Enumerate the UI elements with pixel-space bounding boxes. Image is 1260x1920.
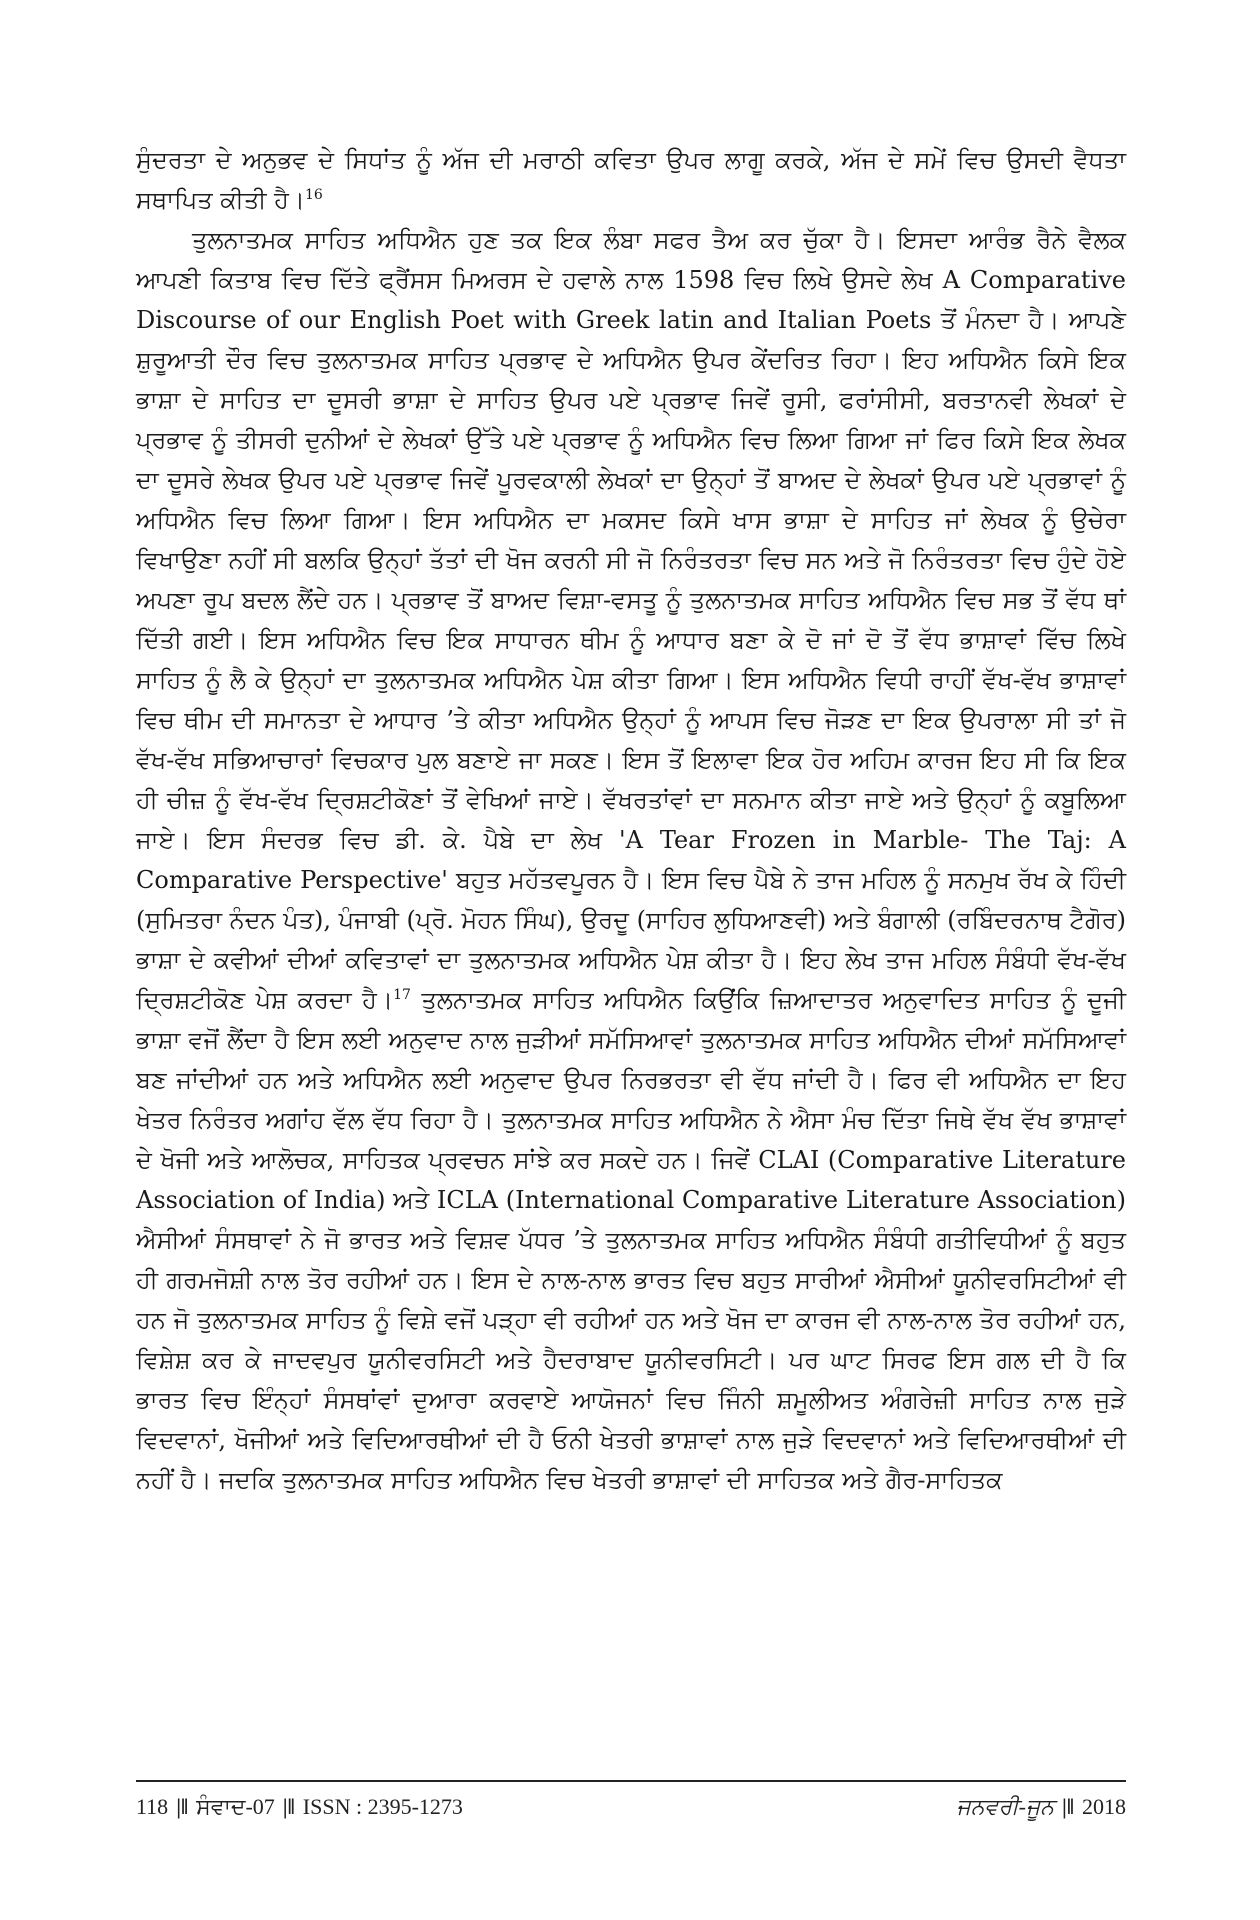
footnote-ref-17: 17 — [393, 987, 411, 1003]
page-body — [136, 140, 1126, 1500]
footer-right — [956, 1792, 1126, 1822]
issue-year: 2018 — [1082, 1794, 1126, 1819]
footer-separator: |‖ — [176, 1794, 189, 1819]
page-number: 118 — [136, 1794, 169, 1819]
footer-left — [136, 1792, 463, 1822]
footer-separator: |‖ — [1062, 1794, 1074, 1819]
page-footer — [136, 1792, 1126, 1822]
paragraph-text: ਤੁਲਨਾਤਮਕ ਸਾਹਿਤ ਅਧਿਐਨ ਹੁਣ ਤਕ ਇਕ ਲੰਬਾ ਸਫਰ ਤੈਅ ਕਰ ਚੁੱਕਾ ਹੈ। ਇਸਦਾ ਆਰੰਭ ਰੈਨੇ ਵੈਲਕ ਆਪਣੀ ਕਿਤਾਬ ਵਿਚ ਦਿੱਤੇ ਫ੍ਰੈਂਸਸ ਮਿਅਰਸ ਦੇ ਹਵਾਲੇ ਨਾਲ 1598 ਵਿਚ ਲਿਖੇ ਉਸਦੇ ਲੇਖ A Comparative Discourse of our English Poet with Greek latin and Italian Poets ਤੋਂ ਮੰਨਦਾ ਹੈ। ਆਪਣੇ ਸ਼ੁਰੂਆਤੀ ਦੌਰ ਵਿਚ ਤੁਲਨਾਤਮਕ ਸਾਹਿਤ ਪ੍ਰਭਾਵ ਦੇ ਅਧਿਐਨ ਉਪਰ ਕੇਂਦਰਿਤ ਰਿਹਾ। ਇਹ ਅਧਿਐਨ ਕਿਸੇ ਇਕ ਭਾਸ਼ਾ ਦੇ ਸਾਹਿਤ ਦਾ ਦੂਸਰੀ ਭਾਸ਼ਾ ਦੇ ਸਾਹਿਤ ਉਪਰ ਪਏ ਪ੍ਰਭਾਵ ਜਿਵੇਂ ਰੂਸੀ, ਫਰਾਂਸੀਸੀ, ਬਰਤਾਨਵੀ ਲੇਖਕਾਂ ਦੇ ਪ੍ਰਭਾਵ ਨੂੰ ਤੀਸਰੀ ਦੁਨੀਆਂ ਦੇ ਲੇਖਕਾਂ ਉੱਤੇ ਪਏ ਪ੍ਰਭਾਵ ਨੂੰ ਅਧਿਐਨ ਵਿਚ ਲਿਆ ਗਿਆ ਜਾਂ ਫਿਰ ਕਿਸੇ ਇਕ ਲੇਖਕ ਦਾ ਦੂਸਰੇ ਲੇਖਕ ਉਪਰ ਪਏ ਪ੍ਰਭਾਵ ਜਿਵੇਂ ਪੂਰਵਕਾਲੀ ਲੇਖਕਾਂ ਦਾ ਉਨ੍ਹਾਂ ਤੋਂ ਬਾਅਦ ਦੇ ਲੇਖਕਾਂ ਉਪਰ ਪਏ ਪ੍ਰਭਾਵਾਂ ਨੂੰ ਅਧਿਐਨ ਵਿਚ ਲਿਆ ਗਿਆ। ਇਸ ਅਧਿਐਨ ਦਾ ਮਕਸਦ ਕਿਸੇ ਖਾਸ ਭਾਸ਼ਾ ਦੇ ਸਾਹਿਤ ਜਾਂ ਲੇਖਕ ਨੂੰ ਉਚੇਰਾ ਵਿਖਾਉਣਾ ਨਹੀਂ ਸੀ ਬਲਕਿ ਉਨ੍ਹਾਂ ਤੱਤਾਂ ਦੀ ਖੋਜ ਕਰਨੀ ਸੀ ਜੋ ਨਿਰੰਤਰਤਾ ਵਿਚ ਸਨ ਅਤੇ ਜੋ ਨਿਰੰਤਰਤਾ ਵਿਚ ਹੁੰਦੇ ਹੋਏ ਅਪਣਾ ਰੂਪ ਬਦਲ ਲੈਂਦੇ ਹਨ। ਪ੍ਰਭਾਵ ਤੋਂ ਬਾਅਦ ਵਿਸ਼ਾ-ਵਸਤੂ ਨੂੰ ਤੁਲਨਾਤਮਕ ਸਾਹਿਤ ਅਧਿਐਨ ਵਿਚ ਸਭ ਤੋਂ ਵੱਧ ਥਾਂ ਦਿੱਤੀ ਗਈ। ਇਸ ਅਧਿਐਨ ਵਿਚ ਇਕ ਸਾਧਾਰਨ ਥੀਮ ਨੂੰ ਆਧਾਰ ਬਣਾ ਕੇ ਦੋ ਜਾਂ ਦੋ ਤੋਂ ਵੱਧ ਭਾਸ਼ਾਵਾਂ ਵਿੱਚ ਲਿਖੇ ਸਾਹਿਤ ਨੂੰ ਲੈ ਕੇ ਉਨ੍ਹਾਂ ਦਾ ਤੁਲਨਾਤਮਕ ਅਧਿਐਨ ਪੇਸ਼ ਕੀਤਾ ਗਿਆ। ਇਸ ਅਧਿਐਨ ਵਿਧੀ ਰਾਹੀਂ ਵੱਖ-ਵੱਖ ਭਾਸ਼ਾਵਾਂ ਵਿਚ ਥੀਮ ਦੀ ਸਮਾਨਤਾ ਦੇ ਆਧਾਰ ’ਤੇ ਕੀਤਾ ਅਧਿਐਨ ਉਨ੍ਹਾਂ ਨੂੰ ਆਪਸ ਵਿਚ ਜੋੜਣ ਦਾ ਇਕ ਉਪਰਾਲਾ ਸੀ ਤਾਂ ਜੋ ਵੱਖ-ਵੱਖ ਸਭਿਆਚਾਰਾਂ ਵਿਚਕਾਰ ਪੁਲ ਬਣਾਏ ਜਾ ਸਕਣ। ਇਸ ਤੋਂ ਇਲਾਵਾ ਇਕ ਹੋਰ ਅਹਿਮ ਕਾਰਜ ਇਹ ਸੀ ਕਿ ਇਕ ਹੀ ਚੀਜ਼ ਨੂੰ ਵੱਖ-ਵੱਖ ਦ੍ਰਿਸ਼ਟੀਕੋਣਾਂ ਤੋਂ ਵੇਖਿਆਂ ਜਾਏ। ਵੱਖਰਤਾਂਵਾਂ ਦਾ ਸਨਮਾਨ ਕੀਤਾ ਜਾਏ ਅਤੇ ਉਨ੍ਹਾਂ ਨੂੰ ਕਬੂਲਿਆ ਜਾਏ। ਇਸ ਸੰਦਰਭ ਵਿਚ ਡੀ. ਕੇ. ਪੈਬੇ ਦਾ ਲੇਖ 'A Tear Frozen in Marble- The Taj: A Comparative Perspective' ਬਹੁਤ ਮਹੱਤਵਪੂਰਨ ਹੈ। ਇਸ ਵਿਚ ਪੈਬੇ ਨੇ ਤਾਜ ਮਹਿਲ ਨੂੰ ਸਨਮੁਖ ਰੱਖ ਕੇ ਹਿੰਦੀ (ਸੁਮਿਤਰਾ ਨੰਦਨ ਪੰਤ), ਪੰਜਾਬੀ (ਪ੍ਰੋ. ਮੋਹਨ ਸਿੰਘ), ਉਰਦੂ (ਸਾਹਿਰ ਲੁਧਿਆਣਵੀ) ਅਤੇ ਬੰਗਾਲੀ (ਰਬਿੰਦਰਨਾਥ ਟੈਗੋਰ) ਭਾਸ਼ਾ ਦੇ ਕਵੀਆਂ ਦੀਆਂ ਕਵਿਤਾਵਾਂ ਦਾ ਤੁਲਨਾਤਮਕ ਅਧਿਐਨ ਪੇਸ਼ ਕੀਤਾ ਹੈ। ਇਹ ਲੇਖ ਤਾਜ ਮਹਿਲ ਸੰਬੰਧੀ ਵੱਖ-ਵੱਖ ਦ੍ਰਿਸ਼ਟੀਕੋਣ ਪੇਸ਼ ਕਰਦਾ ਹੈ। — [136, 226, 1127, 1014]
paragraph-text: ਸੁੰਦਰਤਾ ਦੇ ਅਨੁਭਵ ਦੇ ਸਿਧਾਂਤ ਨੂੰ ਅੱਜ ਦੀ ਮਰਾਠੀ ਕਵਿਤਾ ਉਪਰ ਲਾਗੂ ਕਰਕੇ, ਅੱਜ ਦੇ ਸਮੇਂ ਵਿਚ ਉਸਦੀ ਵੈਧਤਾ ਸਥਾਪਿਤ ਕੀਤੀ ਹੈ। — [136, 146, 1126, 214]
footer-rule — [136, 1780, 1126, 1782]
journal-name: ਸੰਵਾਦ-07 — [196, 1794, 275, 1819]
footer-separator: |‖ — [282, 1794, 295, 1819]
paragraph-text: ਤੁਲਨਾਤਮਕ ਸਾਹਿਤ ਅਧਿਐਨ ਕਿਉਂਕਿ ਜ਼ਿਆਦਾਤਰ ਅਨੁਵਾਦਿਤ ਸਾਹਿਤ ਨੂੰ ਦੂਜੀ ਭਾਸ਼ਾ ਵਜੋਂ ਲੈਂਦਾ ਹੈ ਇਸ ਲਈ ਅਨੁਵਾਦ ਨਾਲ ਜੁੜੀਆਂ ਸਮੱਸਿਆਵਾਂ ਤੁਲਨਾਤਮਕ ਸਾਹਿਤ ਅਧਿਐਨ ਦੀਆਂ ਸਮੱਸਿਆਵਾਂ ਬਣ ਜਾਂਦੀਆਂ ਹਨ ਅਤੇ ਅਧਿਐਨ ਲਈ ਅਨੁਵਾਦ ਉਪਰ ਨਿਰਭਰਤਾ ਵੀ ਵੱਧ ਜਾਂਦੀ ਹੈ। ਫਿਰ ਵੀ ਅਧਿਐਨ ਦਾ ਇਹ ਖੇਤਰ ਨਿਰੰਤਰ ਅਗਾਂਹ ਵੱਲ ਵੱਧ ਰਿਹਾ ਹੈ। ਤੁਲਨਾਤਮਕ ਸਾਹਿਤ ਅਧਿਐਨ ਨੇ ਐਸਾ ਮੰਚ ਦਿੱਤਾ ਜਿਥੇ ਵੱਖ ਵੱਖ ਭਾਸ਼ਾਵਾਂ ਦੇ ਖੋਜੀ ਅਤੇ ਆਲੋਚਕ, ਸਾਹਿਤਕ ਪ੍ਰਵਚਨ ਸਾਂਝੇ ਕਰ ਸਕਦੇ ਹਨ। ਜਿਵੇਂ CLAI (Comparative Literature Association of India) ਅਤੇ ICLA (International Comparative Literature Association) ਐਸੀਆਂ ਸੰਸਥਾਵਾਂ ਨੇ ਜੋ ਭਾਰਤ ਅਤੇ ਵਿਸ਼ਵ ਪੱਧਰ ’ਤੇ ਤੁਲਨਾਤਮਕ ਸਾਹਿਤ ਅਧਿਐਨ ਸੰਬੰਧੀ ਗਤੀਵਿਧੀਆਂ ਨੂੰ ਬਹੁਤ ਹੀ ਗਰਮਜੋਸ਼ੀ ਨਾਲ ਤੋਰ ਰਹੀਆਂ ਹਨ। ਇਸ ਦੇ ਨਾਲ-ਨਾਲ ਭਾਰਤ ਵਿਚ ਬਹੁਤ ਸਾਰੀਆਂ ਐਸੀਆਂ ਯੂਨੀਵਰਸਿਟੀਆਂ ਵੀ ਹਨ ਜੋ ਤੁਲਨਾਤਮਕ ਸਾਹਿਤ ਨੂੰ ਵਿਸ਼ੇ ਵਜੋਂ ਪੜ੍ਹਾ ਵੀ ਰਹੀਆਂ ਹਨ ਅਤੇ ਖੋਜ ਦਾ ਕਾਰਜ ਵੀ ਨਾਲ-ਨਾਲ ਤੋਰ ਰਹੀਆਂ ਹਨ, ਵਿਸ਼ੇਸ਼ ਕਰ ਕੇ ਜਾਦਵਪੁਰ ਯੂਨੀਵਰਸਿਟੀ ਅਤੇ ਹੈਦਰਾਬਾਦ ਯੂਨੀਵਰਸਿਟੀ। ਪਰ ਘਾਟ ਸਿਰਫ ਇਸ ਗਲ ਦੀ ਹੈ ਕਿ ਭਾਰਤ ਵਿਚ ਇੰਨ੍ਹਾਂ ਸੰਸਥਾਂਵਾਂ ਦੁਆਰਾ ਕਰਵਾਏ ਆਯੋਜਨਾਂ ਵਿਚ ਜਿੰਨੀ ਸ਼ਮੂਲੀਅਤ ਅੰਗਰੇਜ਼ੀ ਸਾਹਿਤ ਨਾਲ ਜੁੜੇ ਵਿਦਵਾਨਾਂ, ਖੋਜੀਆਂ ਅਤੇ ਵਿਦਿਆਰਥੀਆਂ ਦੀ ਹੈ ਓਨੀ ਖੇਤਰੀ ਭਾਸ਼ਾਵਾਂ ਨਾਲ ਜੁੜੇ ਵਿਦਵਾਨਾਂ ਅਤੇ ਵਿਦਿਆਰਥੀਆਂ ਦੀ ਨਹੀਂ ਹੈ। ਜਦਕਿ ਤੁਲਨਾਤਮਕ ਸਾਹਿਤ ਅਧਿਐਨ ਵਿਚ ਖੇਤਰੀ ਭਾਸ਼ਾਵਾਂ ਦੀ ਸਾਹਿਤਕ ਅਤੇ ਗੈਰ-ਸਾਹਿਤਕ — [136, 986, 1126, 1494]
issue-period: ਜਨਵਰੀ-ਜੂਨ — [956, 1794, 1055, 1819]
footnote-ref-16: 16 — [304, 187, 323, 203]
paragraph-main — [136, 220, 1126, 1500]
paragraph-continuation — [136, 140, 1126, 220]
issn: ISSN : 2395-1273 — [302, 1794, 463, 1819]
